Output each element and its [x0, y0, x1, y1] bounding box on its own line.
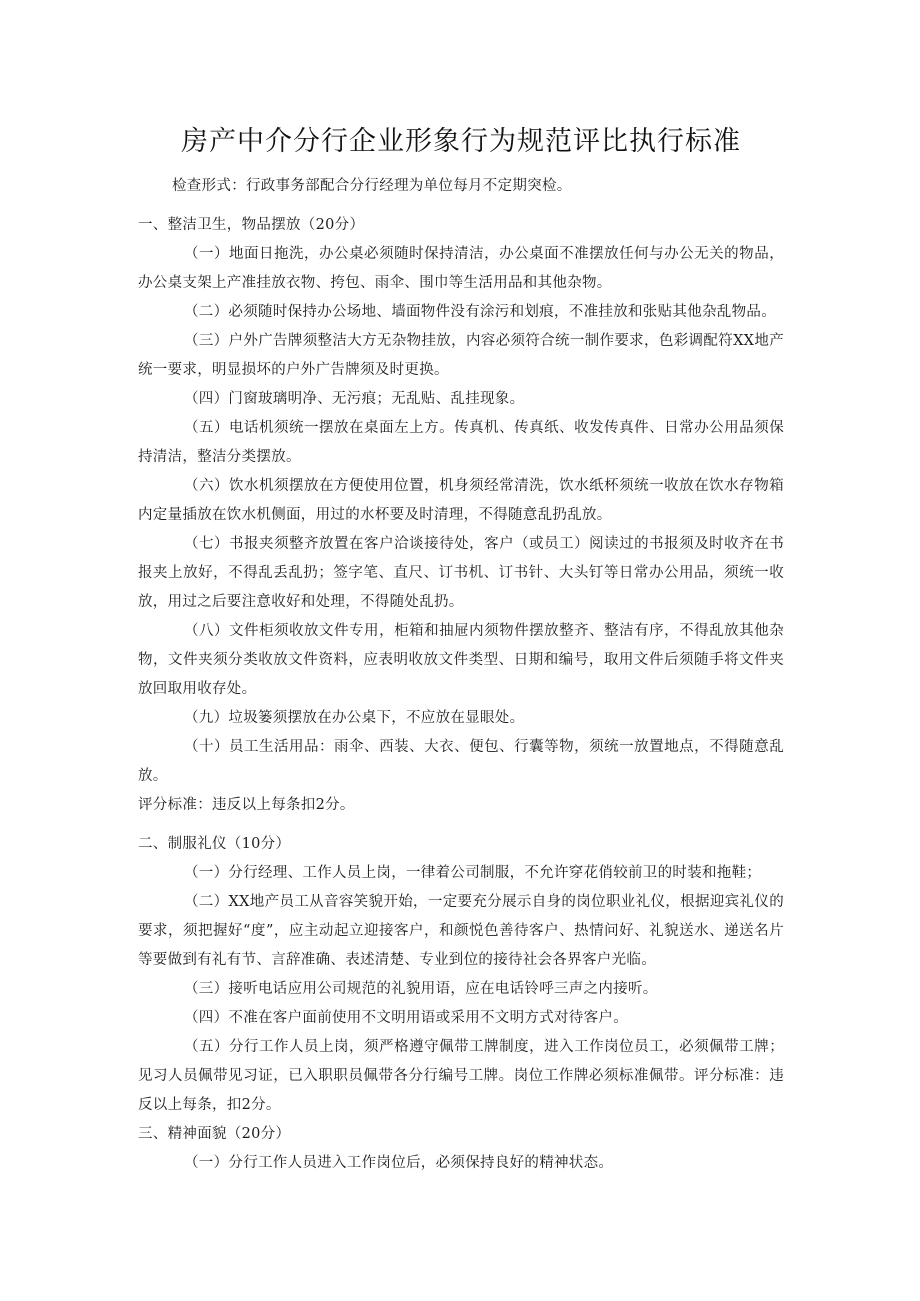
paragraph: （四）不准在客户面前使用不文明用语或采用不文明方式对待客户。 [184, 1010, 628, 1026]
paragraph: （一）地面日拖洗，办公桌必须随时保持清洁，办公桌面不准摆放任何与办公无关的物品，办公桌支架上产准挂放衣物、挎包、雨伞、围巾等生活用品和其他杂物。 [138, 246, 784, 291]
paragraph: （五）电话机须统一摆放在桌面左上方。传真机、传真纸、收发传真件、日常办公用品须保持清洁，整洁分类摆放。 [138, 420, 784, 465]
scoring-standard: 评分标准：违反以上每条扣2分。 [138, 797, 355, 813]
paragraph: （六）饮水机须摆放在方便使用位置，机身须经常清洗，饮水纸杯须统一收放在饮水存物箱内定量插放在饮水机侧面，用过的水杯要及时清理，不得随意乱扔乱放。 [138, 478, 784, 523]
paragraph: （九）垃圾篓须摆放在办公桌下，不应放在显眼处。 [184, 710, 525, 726]
paragraph: （三）接听电话应用公司规范的礼貌用语，应在电话铃呼三声之内接听。 [184, 981, 658, 997]
paragraph: （七）书报夹须整齐放置在客户洽谈接待处，客户（或员工）阅读过的书报须及时收齐在书报夹上放好，不得乱丢乱扔；签字笔、直尺、订书机、订书针、大头钉等日常办公用品，须统一收放，用过之后要注意收好和处理，不得随处乱扔。 [138, 536, 784, 610]
inspection-note: 检查形式：行政事务部配合分行经理为单位每月不定期突检。 [172, 178, 572, 194]
document-body [138, 172, 784, 1178]
paragraph: （五）分行工作人员上岗，须严格遵守佩带工牌制度，进入工作岗位员工，必须佩带工牌；见习人员佩带见习证，已入职职员佩带各分行编号工牌。岗位工作牌必须标准佩带。评分标准：违反以上每条，扣2分。 [138, 1039, 784, 1113]
paragraph: （一）分行工作人员进入工作岗位后，必须保持良好的精神状态。 [184, 1155, 614, 1171]
paragraph: （二）XX地产员工从音容笑貌开始，一定要充分展示自身的岗位职业礼仪，根据迎宾礼仪的要求，须把握好“度”，应主动起立迎接客户，和颜悦色善待客户、热情问好、礼貌送水、递送名片等要做到有礼有节、言辞准确、表述清楚、专业到位的接待社会各界客户光临。 [138, 894, 784, 968]
paragraph: （一）分行经理、工作人员上岗，一律着公司制服，不允许穿花俏较前卫的时装和拖鞋； [184, 865, 762, 881]
section-heading-spirit: 三、精神面貌（20分） [138, 1126, 291, 1142]
section-heading-uniform: 二、制服礼仪（10分） [138, 836, 291, 852]
paragraph: （八）文件柜须收放文件专用，柜箱和抽屉内须物件摆放整齐、整洁有序，不得乱放其他杂物，文件夹须分类收放文件资料，应表明收放文件类型、日期和编号，取用文件后须随手将文件夹放回取用收存处。 [138, 623, 784, 697]
paragraph: （三）户外广告牌须整洁大方无杂物挂放，内容必须符合统一制作要求，色彩调配符XX地产统一要求，明显损坏的户外广告牌须及时更换。 [138, 333, 784, 378]
paragraph: （二）必须随时保持办公场地、墙面物件没有涂污和划痕，不准挂放和张贴其他杂乱物品。 [184, 304, 776, 320]
paragraph: （四）门窗玻璃明净、无污痕；无乱贴、乱挂现象。 [184, 391, 525, 407]
section-heading-hygiene: 一、整洁卫生，物品摆放（20分） [138, 217, 365, 233]
document-title: 房产中介分行企业形象行为规范评比执行标准 [181, 126, 741, 157]
paragraph: （十）员工生活用品：雨伞、西装、大衣、便包、行囊等物，须统一放置地点，不得随意乱放。 [138, 739, 784, 784]
